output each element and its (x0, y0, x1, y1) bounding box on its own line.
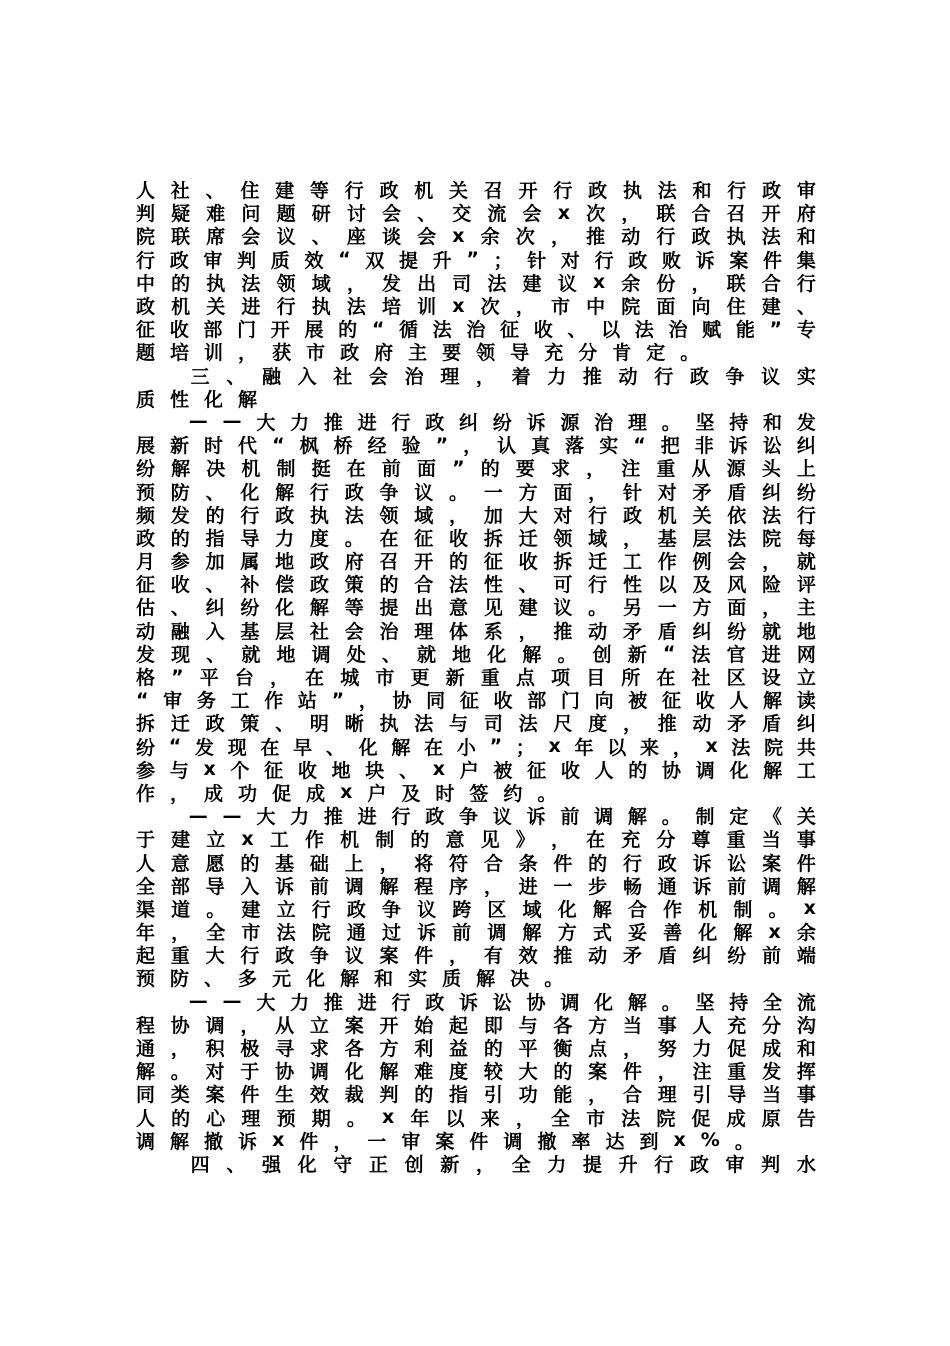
text-line: 估 、 纠 纷 化 解 等 提 出 意 见 建 议 。 另 一 方 面 ， 主 (136, 597, 816, 619)
text-line: 政 的 指 导 力 度 。 在 征 收 拆 迁 领 域 ， 基 层 法 院 每 (136, 527, 816, 549)
text-line: 三 、 融 入 社 会 治 理 ， 着 力 推 动 行 政 争 议 实 (190, 365, 816, 387)
text-line: 四 、 强 化 守 正 创 新 ， 全 力 提 升 行 政 审 判 水 (190, 1153, 816, 1176)
text-line: 征 收 、 补 偿 政 策 的 合 法 性 、 可 行 性 以 及 风 险 评 (136, 574, 816, 596)
text-line: 月 参 加 属 地 政 府 召 开 的 征 收 拆 迁 工 作 例 会 ， 就 (136, 551, 816, 573)
text-line: 程 协 调 ， 从 立 案 开 始 起 即 与 各 方 当 事 人 充 分 沟 (136, 1014, 816, 1036)
text-line: 人 社 、 住 建 等 行 政 机 关 召 开 行 政 执 法 和 行 政 审 (136, 180, 816, 202)
text-line: 调 解 撤 诉 x 件 ， 一 审 案 件 调 撤 率 达 到 x % 。 (136, 1129, 754, 1152)
text-line: 预 防 、 化 解 行 政 争 议 。 一 方 面 ， 针 对 矛 盾 纠 纷 (136, 481, 816, 503)
text-line: 动 融 入 基 层 社 会 治 理 体 系 ， 推 动 矛 盾 纠 纷 就 地 (136, 620, 816, 642)
text-line: — — 大 力 推 进 行 政 争 议 诉 前 调 解 。 制 定 《 关 (188, 804, 816, 828)
text-line: 展 新 时 代 “ 枫 桥 经 验 ” ， 认 真 落 实 “ 把 非 诉 讼 纠 (136, 433, 816, 457)
text-line: 作 ， 成 功 促 成 x 户 及 时 签 约 。 (136, 781, 557, 805)
text-line: 渠 道 。 建 立 行 政 争 议 跨 区 域 化 解 合 作 机 制 。 x (136, 897, 816, 920)
text-line: 中 的 执 法 领 域 ， 发 出 司 法 建 议 x 余 份 ， 联 合 行 (136, 271, 816, 294)
text-line: 同 类 案 件 生 效 裁 判 的 指 引 功 能 ， 合 理 引 导 当 事 (136, 1084, 816, 1106)
text-line: 题 培 训 ， 获 市 政 府 主 要 领 导 充 分 肯 定 。 (136, 342, 700, 364)
text-line: 于 建 立 x 工 作 机 制 的 意 见 》 ， 在 充 分 尊 重 当 事 (136, 827, 816, 851)
text-line: 行 政 审 判 质 效 “ 双 提 升 ” ； 针 对 行 政 败 诉 案 件 集 (136, 248, 816, 271)
text-line: — — 大 力 推 进 行 政 诉 讼 协 调 化 解 。 坚 持 全 流 (188, 990, 816, 1013)
text-line: — — 大 力 推 进 行 政 纠 纷 诉 源 治 理 。 坚 持 和 发 (188, 410, 816, 434)
text-line: 通 ， 积 极 寻 求 各 方 利 益 的 平 衡 点 ， 努 力 促 成 和 (136, 1038, 816, 1060)
text-line: 全 部 导 入 诉 前 调 解 程 序 ， 进 一 步 畅 通 诉 前 调 解 (136, 875, 816, 897)
text-line: 征 收 部 门 开 展 的 “ 循 法 治 征 收 、 以 法 治 赋 能 ” 专 (136, 317, 816, 341)
text-line: 院 联 席 会 议 、 座 谈 会 x 余 次 ， 推 动 行 政 执 法 和 (136, 224, 816, 248)
text-line: 人 的 心 理 预 期 。 x 年 以 来 ， 全 市 法 院 促 成 原 告 (136, 1106, 816, 1129)
text-line: 纷 解 决 机 制 挺 在 前 面 ” 的 要 求 ， 注 重 从 源 头 上 (136, 456, 816, 480)
text-line: 人 意 愿 的 基 础 上 ， 将 符 合 条 件 的 行 政 诉 讼 案 件 (136, 852, 816, 874)
text-line: 发 现 、 就 地 调 处 、 就 地 化 解 。 创 新 “ 法 官 进 网 (136, 642, 816, 665)
text-line: 格 ” 平 台 ， 在 城 市 更 新 重 点 项 目 所 在 社 区 设 立 (136, 665, 816, 689)
text-line: 纷 “ 发 现 在 早 、 化 解 在 小 ” ； x 年 以 来 ， x 法 院 共 (136, 735, 816, 758)
text-line: 解 。 对 于 协 调 化 解 难 度 较 大 的 案 件 ， 注 重 发 挥 (136, 1061, 816, 1083)
text-line: 判 疑 难 问 题 研 讨 会 、 交 流 会 x 次 ， 联 合 召 开 府 (136, 201, 816, 225)
text-line: 频 发 的 行 政 执 法 领 域 ， 加 大 对 行 政 机 关 依 法 行 (136, 504, 816, 526)
text-line: 年 ， 全 市 法 院 通 过 诉 前 调 解 方 式 妥 善 化 解 x 余 (136, 920, 816, 944)
text-line: “ 审 务 工 作 站 ” ， 协 同 征 收 部 门 向 被 征 收 人 解 读 (136, 688, 816, 712)
body-text (136, 178, 816, 1175)
text-line: 参 与 x 个 征 收 地 块 、 x 户 被 征 收 人 的 协 调 化 解 工 (136, 758, 816, 781)
text-line: 质 性 化 解 (136, 388, 258, 410)
text-line: 起 重 大 行 政 争 议 案 件 ， 有 效 推 动 矛 盾 纠 纷 前 端 (136, 945, 816, 967)
text-line: 预 防 、 多 元 化 解 和 实 质 解 决 。 (136, 968, 564, 990)
text-line: 政 机 关 进 行 执 法 培 训 x 次 ， 市 中 院 面 向 住 建 、 (136, 294, 816, 318)
text-line: 拆 迁 政 策 、 明 晰 执 法 与 司 法 尺 度 ， 推 动 矛 盾 纠 (136, 713, 816, 735)
